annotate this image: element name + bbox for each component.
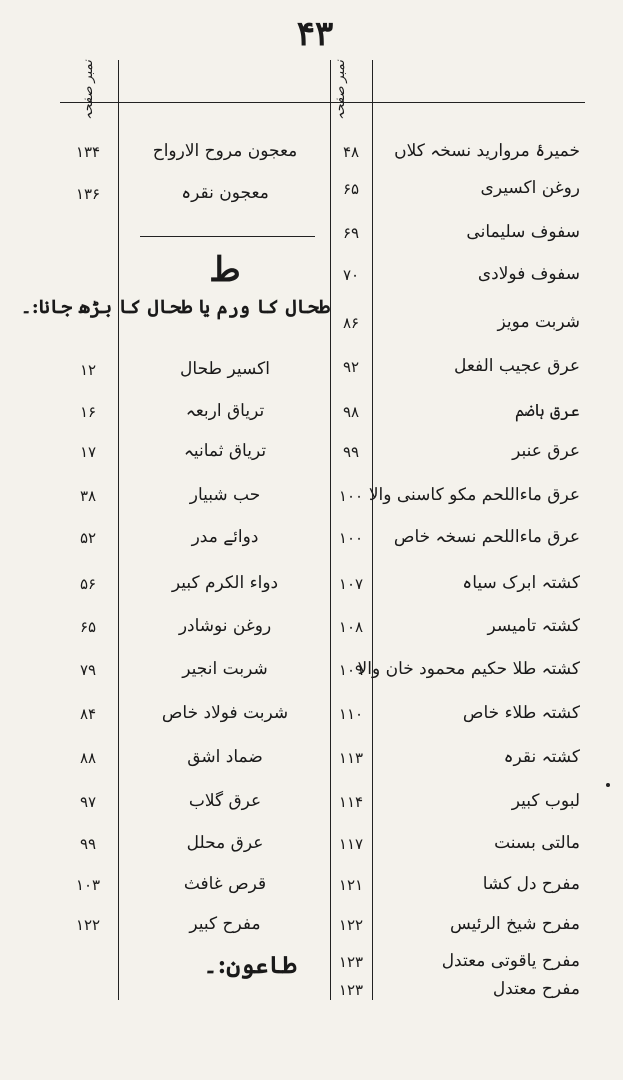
index-entry-page: ۱۰۰: [338, 529, 364, 547]
index-entry-page: ۱۲۱: [338, 876, 364, 894]
index-entry-page: ۷۰: [342, 266, 360, 284]
index-entry-page: ۸۴: [79, 705, 97, 723]
index-entry-page: ۱۰۹: [338, 661, 364, 679]
index-entry-name: معجون نقرہ: [181, 183, 269, 203]
index-entry-page: ۱۲۳: [338, 953, 364, 971]
index-entry-name: معجون مروح الارواح: [152, 141, 298, 161]
index-entry-page: ۱۰۳: [75, 876, 101, 894]
index-entry-page: ۹۹: [342, 443, 360, 461]
section-heading: طحال کا ورم یا طحال کا بڑھ جانا:۔: [20, 296, 330, 318]
index-entry-name: سفوف فولادی: [477, 264, 580, 284]
index-entry-page: ۱۱۰: [338, 705, 364, 723]
index-entry-page: ۹۹: [79, 835, 97, 853]
index-entry-page: ۱۱۴: [338, 793, 364, 811]
index-entry-page: ۸۶: [342, 314, 360, 332]
right-page-column-header: نمبر صفحہ: [333, 60, 348, 120]
index-entry-name: ضماد اشق: [187, 747, 263, 767]
index-entry-name: مفرح شیخ الرئیس: [449, 914, 580, 934]
index-entry-name: مفرح کبیر: [189, 914, 261, 934]
index-entry-name: عرق عنبر: [512, 441, 580, 461]
index-entry-name: عرق محلل: [186, 833, 264, 853]
index-entry-page: ۱۰۷: [338, 575, 364, 593]
index-entry-page: ۱۱۷: [338, 835, 364, 853]
index-entry-name: مفرح دل کشا: [482, 874, 580, 894]
index-entry-page: ۱۲۲: [338, 916, 364, 934]
index-entry-page: ۳۸: [79, 487, 97, 505]
index-entry-page: ۹۷: [79, 793, 97, 811]
index-entry-name: شربت انجیر: [182, 659, 268, 679]
index-entry-page: ۹۲: [342, 358, 360, 376]
index-entry-page: ۱۰۸: [338, 618, 364, 636]
index-entry-name: شربت مویز: [497, 312, 580, 332]
index-entry-name: مفرح یاقوتی معتدل: [441, 951, 580, 971]
index-entry-page: ۵۶: [79, 575, 97, 593]
index-entry-page: ۶۵: [342, 180, 360, 198]
index-entry-page: ۱۲۲: [75, 916, 101, 934]
index-entry-name: کشتہ تامیسر: [487, 616, 580, 636]
index-entry-name: روغن اکسیری: [480, 178, 580, 198]
index-entry-name: مفرح معتدل: [492, 979, 580, 999]
index-entry-name: شربت فولاد خاص: [161, 703, 289, 723]
header-rule: [60, 102, 585, 103]
index-entry-page: ۴۸: [342, 143, 360, 161]
column-divider-middle: [330, 60, 331, 1000]
index-entry-page: ۵۲: [79, 529, 97, 547]
index-entry-name: عرق گلاب: [188, 791, 262, 811]
index-entry-page: ۱۶: [79, 403, 97, 421]
section-separator: [140, 236, 315, 237]
index-entry-name: اکسیر طحال: [180, 359, 270, 379]
index-entry-name: تریاق ثمانیہ: [183, 441, 267, 461]
index-entry-page: ۱۰۰: [338, 487, 364, 505]
index-entry-name: عرق ماءاللحم مکو کاسنی والا: [368, 485, 580, 505]
index-entry-page: ۱۲۳: [338, 981, 364, 999]
index-entry-name: دواء الکرم کبیر: [171, 573, 279, 593]
index-entry-page: ۹۸: [342, 403, 360, 421]
index-entry-name: تریاق اربعہ: [185, 401, 265, 421]
index-entry-page: ۷۹: [79, 661, 97, 679]
index-entry-name: کشتہ نقرہ: [503, 747, 580, 767]
index-entry-name: کشتہ طلاء خاص: [462, 703, 580, 723]
index-entry-page: ۱۳۶: [75, 185, 101, 203]
index-entry-page: ۱۷: [79, 443, 97, 461]
index-entry-name: خمیرۂ مروارید نسخہ کلاں: [394, 141, 580, 161]
index-entry-page: ۶۵: [79, 618, 97, 636]
index-entry-name: کشتہ ابرک سیاہ: [462, 573, 580, 593]
index-entry-name: قرص غافث: [183, 874, 267, 894]
index-entry-name: عرق عجیب الفعل: [453, 356, 580, 376]
index-entry-name: دوائے مدر: [191, 527, 259, 547]
index-entry-page: ۱۲: [79, 361, 97, 379]
index-entry-name: لبوب کبیر: [511, 791, 580, 811]
index-entry-page: ۸۸: [79, 749, 97, 767]
index-entry-page: ۱۱۳: [338, 749, 364, 767]
column-divider-right: [372, 60, 373, 1000]
left-page-column-header: نمبر صفحہ: [81, 60, 96, 120]
index-entry-name: حب شبیار: [189, 485, 261, 505]
index-entry-page: ۱۳۴: [75, 143, 101, 161]
index-entry-page: ۶۹: [342, 224, 360, 242]
page-number: ۴۳: [296, 14, 334, 54]
index-entry-name: روغن نوشادر: [178, 616, 272, 636]
next-section-heading: طاعون:۔: [203, 950, 297, 979]
index-entry-name: کشتہ طلا حکیم محمود خان والا: [357, 659, 580, 679]
index-entry-name: عرق ماءاللحم نسخہ خاص: [393, 527, 580, 547]
index-entry-name: سفوف سلیمانی: [466, 222, 580, 242]
ink-mark: [606, 783, 610, 787]
index-entry-name: مالتی بسنت: [494, 833, 580, 853]
section-letter: ط: [209, 250, 241, 290]
column-divider-left: [118, 60, 119, 1000]
index-entry-name: عرق ہاضم: [514, 401, 580, 421]
